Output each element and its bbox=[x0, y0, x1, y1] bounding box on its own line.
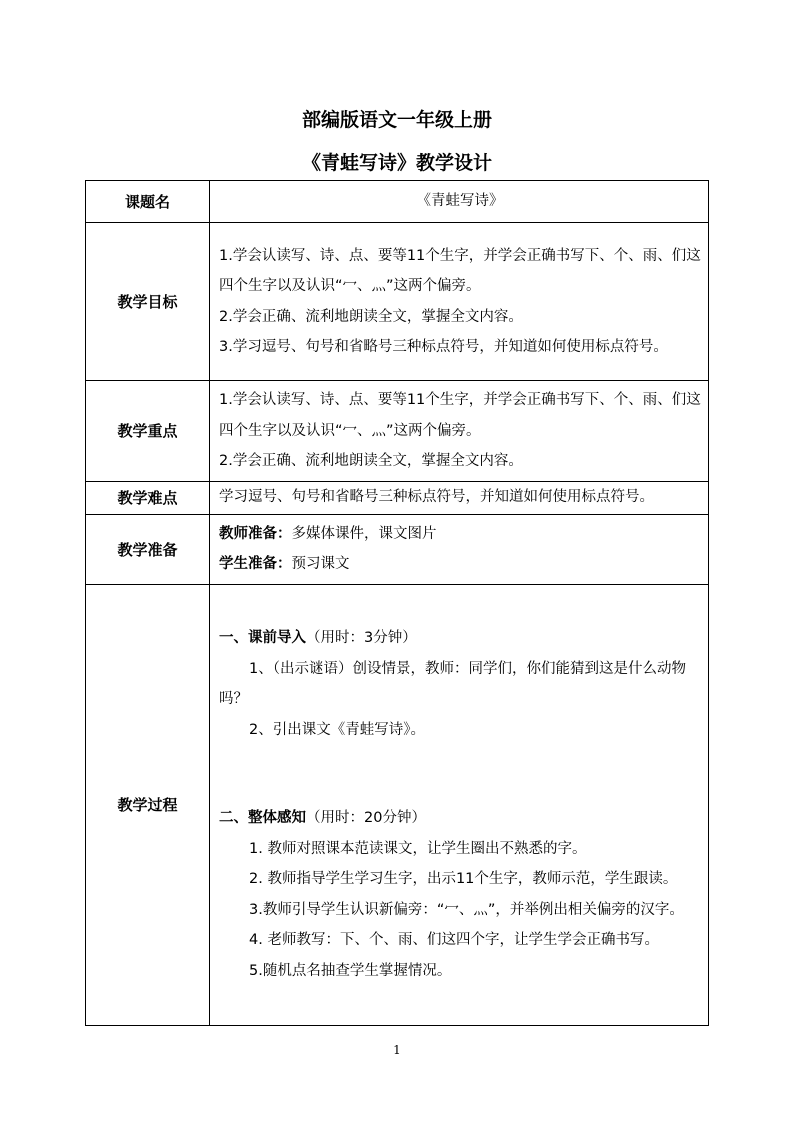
student-preparation-value: 预习课文 bbox=[291, 556, 350, 572]
table-row bbox=[86, 223, 709, 381]
document-title: 部编版语文一年级上册 bbox=[301, 109, 492, 131]
table-row bbox=[86, 481, 709, 514]
teacher-preparation bbox=[219, 519, 701, 550]
teacher-preparation-value: 多媒体课件，课文图片 bbox=[291, 525, 437, 542]
process-item: 1. 教师对照课本范读课文，让学生圈出不熟悉的字。 bbox=[249, 840, 587, 857]
goal-item: 1.学会认读写、诗、点、要等11个生字，并学会正确书写下、个、雨、们这四个生字以及认识“冖、灬”这两个偏旁。 bbox=[219, 247, 701, 294]
process-content bbox=[210, 584, 709, 1025]
topic-value: 《青蛙写诗》 bbox=[210, 181, 709, 223]
table-row bbox=[86, 584, 709, 1025]
process-item: 1、（出示谜语）创设情景，教师：同学们，你们能猜到这是什么动物吗？ bbox=[219, 660, 686, 707]
process-item: 3.教师引导学生认识新偏旁：“冖、灬”，并举例出相关偏旁的汉字。 bbox=[249, 901, 684, 918]
section-heading-text: 一、课前导入 bbox=[219, 630, 306, 646]
row-label-topic: 课题名 bbox=[86, 181, 210, 223]
process-item: 2、引出课文《青蛙写诗》。 bbox=[249, 721, 425, 738]
table-row bbox=[86, 381, 709, 482]
row-label-goals: 教学目标 bbox=[86, 223, 210, 381]
lesson-plan-table bbox=[85, 180, 709, 1026]
table-row bbox=[86, 514, 709, 584]
document-subtitle: 《青蛙写诗》教学设计 bbox=[301, 152, 492, 174]
spacer bbox=[219, 745, 701, 803]
row-label-difficulty: 教学难点 bbox=[86, 481, 210, 514]
difficulty-value: 学习逗号、句号和省略号三种标点符号，并知道如何使用标点符号。 bbox=[210, 481, 709, 514]
process-item: 5.随机点名抽查学生掌握情况。 bbox=[249, 962, 452, 979]
row-label-process: 教学过程 bbox=[86, 584, 210, 1025]
section-time: （用时：3分钟） bbox=[306, 630, 417, 646]
page-number: 1 bbox=[393, 1043, 401, 1057]
key-point-item: 1.学会认读写、诗、点、要等11个生字，并学会正确书写下、个、雨、们这四个生字以及认识“冖、灬”这两个偏旁。 bbox=[219, 392, 701, 439]
row-label-preparation: 教学准备 bbox=[86, 514, 210, 584]
student-preparation-label: 学生准备： bbox=[219, 556, 292, 572]
table-row bbox=[86, 181, 709, 223]
student-preparation bbox=[219, 549, 701, 580]
key-point-item: 2.学会正确、流利地朗读全文，掌握全文内容。 bbox=[219, 453, 523, 469]
preparation-content bbox=[210, 514, 709, 584]
key-points-content bbox=[210, 381, 709, 482]
section-heading bbox=[219, 623, 701, 654]
process-item: 4. 老师教写：下、个、雨、们这四个字，让学生学会正确书写。 bbox=[249, 932, 659, 948]
row-label-key-points: 教学重点 bbox=[86, 381, 210, 482]
goal-item: 2.学会正确、流利地朗读全文，掌握全文内容。 bbox=[219, 308, 523, 325]
section-heading bbox=[219, 803, 701, 834]
section-time: （用时：20分钟） bbox=[306, 810, 426, 826]
goal-item: 3.学习逗号、句号和省略号三种标点符号，并知道如何使用标点符号。 bbox=[219, 339, 668, 355]
section-heading-text: 二、整体感知 bbox=[219, 810, 306, 826]
process-item: 2. 教师指导学生学习生字，出示11个生字，教师示范，学生跟读。 bbox=[249, 871, 678, 887]
teacher-preparation-label: 教师准备： bbox=[219, 525, 292, 542]
goals-content bbox=[210, 223, 709, 381]
